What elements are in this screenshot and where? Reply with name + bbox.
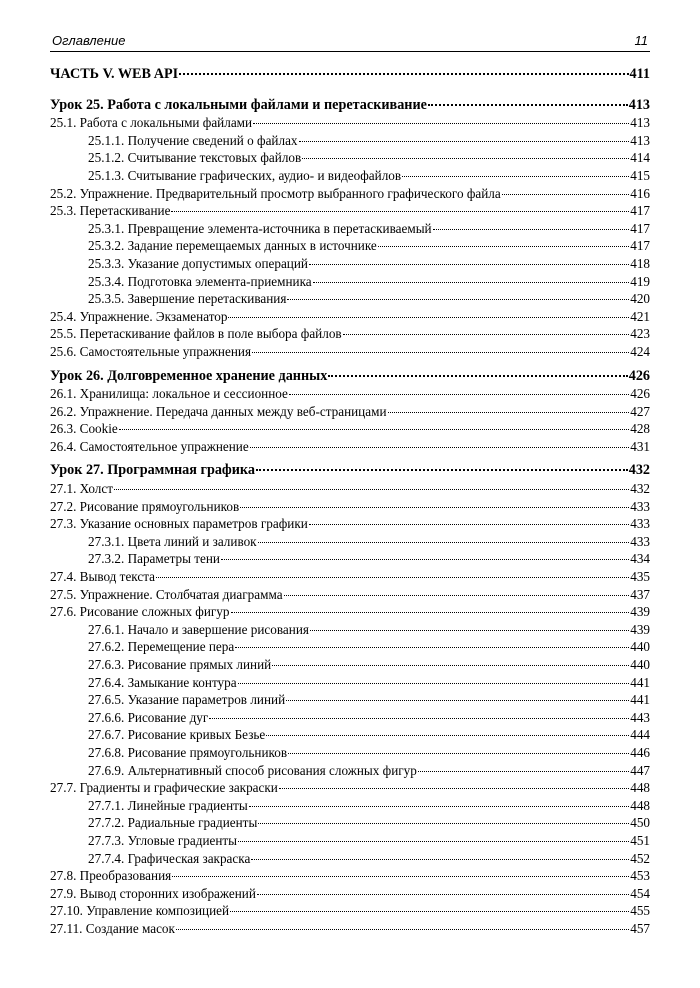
toc-leader-dots: [172, 876, 629, 877]
toc-entry-title: 27.6.6. Рисование дуг: [88, 709, 209, 725]
toc-subsection-entry: [50, 762, 650, 780]
toc-entry-page: 417: [630, 220, 650, 236]
toc-entry-title: 27.6.1. Начало и завершение рисования: [88, 621, 309, 637]
toc-entry-title: 27.1. Холст: [50, 481, 113, 497]
toc-entry-title: 26.3. Cookie: [50, 421, 118, 437]
toc-entry-page: 424: [630, 343, 650, 359]
toc-section-entry: [50, 867, 650, 885]
toc-entry-page: 453: [630, 868, 650, 884]
toc-entry-page: 411: [629, 66, 650, 82]
toc-entry-title: 25.3.2. Задание перемещаемых данных в источнике: [88, 238, 377, 254]
toc-entry-title: 27.6.9. Альтернативный способ рисования сложных фигур: [88, 762, 417, 778]
toc-entry-page: 437: [630, 586, 650, 602]
toc-entry-title: 25.1.3. Считывание графических, аудио- и видеофайлов: [88, 167, 402, 183]
toc-subsection-entry: [50, 550, 650, 568]
toc-subsection-entry: [50, 674, 650, 692]
toc-leader-dots: [418, 771, 629, 772]
toc-leader-dots: [328, 375, 627, 377]
toc-entry-page: 418: [630, 255, 650, 271]
toc-entry-title: Урок 26. Долговременное хранение данных: [50, 367, 328, 384]
toc-leader-dots: [230, 911, 629, 912]
toc-leader-dots: [266, 735, 629, 736]
toc-entry-title: 27.7.3. Угловые градиенты: [88, 832, 238, 848]
toc-section-entry: [50, 498, 650, 516]
toc-leader-dots: [238, 841, 629, 842]
toc-entry-title: 25.5. Перетаскивание файлов в поле выбора файлов: [50, 326, 342, 342]
toc-leader-dots: [288, 753, 629, 754]
toc-entry-page: 426: [630, 386, 650, 402]
toc-entry-page: 439: [630, 604, 650, 620]
toc-leader-dots: [156, 577, 629, 578]
toc-leader-dots: [287, 299, 629, 300]
toc-entry-title: 25.2. Упражнение. Предварительный просмотр выбранного графического файла: [50, 185, 501, 201]
toc-entry-title: Урок 27. Программная графика: [50, 462, 255, 479]
toc-entry-title: 25.3.3. Указание допустимых операций: [88, 255, 308, 271]
toc-subsection-entry: [50, 220, 650, 238]
toc-entry-page: 417: [630, 238, 650, 254]
toc-leader-dots: [257, 894, 629, 895]
toc-section-entry: [50, 480, 650, 498]
toc-entry-title: 25.6. Самостоятельные упражнения: [50, 343, 252, 359]
toc-entry-page: 441: [630, 692, 650, 708]
toc-entry-title: 27.9. Вывод сторонних изображений: [50, 885, 256, 901]
toc-leader-dots: [258, 542, 630, 543]
toc-subsection-entry: [50, 237, 650, 255]
toc-entry-title: 27.8. Преобразования: [50, 868, 172, 884]
toc-subsection-entry: [50, 709, 650, 727]
table-of-contents: [50, 66, 650, 938]
toc-entry-title: 27.3. Указание основных параметров графики: [50, 516, 308, 532]
toc-entry-title: 25.3.1. Превращение элемента-источника в перетаскиваемый: [88, 220, 432, 236]
toc-leader-dots: [428, 104, 628, 106]
toc-chapter-entry: [50, 368, 650, 386]
toc-subsection-entry: [50, 814, 650, 832]
toc-leader-dots: [302, 158, 629, 159]
toc-entry-title: 27.6.3. Рисование прямых линий: [88, 657, 272, 672]
toc-entry-title: 25.1.1. Получение сведений о файлах: [88, 132, 298, 148]
toc-entry-page: 428: [630, 421, 650, 437]
toc-entry-page: 447: [630, 762, 650, 778]
toc-leader-dots: [119, 429, 629, 430]
toc-section-entry: [50, 343, 650, 361]
toc-section-entry: [50, 325, 650, 343]
toc-leader-dots: [309, 524, 629, 525]
toc-entry-page: 440: [630, 639, 650, 655]
toc-subsection-entry: [50, 621, 650, 639]
toc-entry-page: 427: [630, 403, 650, 419]
toc-leader-dots: [286, 700, 629, 701]
toc-entry-page: 433: [630, 498, 650, 514]
toc-subsection-entry: [50, 726, 650, 744]
toc-entry-page: 416: [630, 185, 650, 201]
toc-section-entry: [50, 403, 650, 421]
toc-leader-dots: [272, 665, 629, 666]
toc-subsection-entry: [50, 167, 650, 185]
toc-section-entry: [50, 185, 650, 203]
toc-entry-page: 434: [630, 551, 650, 567]
toc-subsection-entry: [50, 132, 650, 150]
toc-section-entry: [50, 586, 650, 604]
toc-entry-title: 25.1. Работа с локальными файлами: [50, 115, 253, 131]
toc-chapter-entry: [50, 97, 650, 115]
toc-entry-title: 25.3.4. Подготовка элемента-приемника: [88, 273, 312, 289]
toc-entry-title: 25.3.5. Завершение перетаскивания: [88, 291, 287, 307]
toc-entry-page: 448: [630, 780, 650, 796]
toc-leader-dots: [253, 123, 629, 124]
toc-subsection-entry: [50, 656, 650, 674]
toc-entry-page: 452: [630, 850, 650, 866]
toc-section-entry: [50, 202, 650, 220]
toc-entry-page: 433: [630, 533, 650, 549]
toc-subsection-entry: [50, 273, 650, 291]
toc-entry-title: 27.7. Градиенты и графические закраски: [50, 780, 278, 796]
toc-section-entry: [50, 515, 650, 533]
toc-entry-page: 432: [628, 462, 650, 479]
toc-entry-page: 446: [630, 744, 650, 760]
toc-leader-dots: [176, 929, 629, 930]
toc-entry-page: 423: [630, 326, 650, 342]
toc-entry-title: 27.6.7. Рисование кривых Безье: [88, 727, 266, 743]
toc-leader-dots: [284, 595, 630, 596]
toc-entry-page: 431: [630, 438, 650, 454]
toc-section-entry: [50, 385, 650, 403]
toc-entry-page: 455: [630, 903, 650, 919]
toc-entry-title: 27.7.2. Радиальные градиенты: [88, 815, 258, 831]
toc-leader-dots: [388, 412, 630, 413]
toc-leader-dots: [402, 176, 629, 177]
toc-leader-dots: [502, 194, 629, 195]
toc-entry-title: 27.6. Рисование сложных фигур: [50, 604, 230, 620]
running-header: [50, 33, 650, 52]
toc-entry-title: 27.6.5. Указание параметров линий: [88, 692, 286, 708]
toc-subsection-entry: [50, 255, 650, 273]
toc-entry-title: 27.10. Управление композицией: [50, 903, 230, 919]
toc-leader-dots: [235, 647, 629, 648]
toc-leader-dots: [114, 489, 629, 490]
toc-leader-dots: [299, 141, 630, 142]
toc-leader-dots: [378, 246, 629, 247]
toc-subsection-entry: [50, 744, 650, 762]
toc-entry-page: 435: [630, 569, 650, 585]
toc-entry-page: 450: [630, 815, 650, 831]
toc-subsection-entry: [50, 290, 650, 308]
toc-section-entry: [50, 603, 650, 621]
toc-entry-title: Урок 25. Работа с локальными файлами и перетаскивание: [50, 96, 427, 113]
toc-leader-dots: [249, 806, 629, 807]
toc-entry-title: ЧАСТЬ V. WEB API: [50, 66, 179, 82]
toc-section-entry: [50, 308, 650, 326]
toc-entry-page: 444: [630, 727, 650, 743]
toc-entry-title: 27.6.4. Замыкание контура: [88, 674, 237, 690]
toc-leader-dots: [256, 469, 628, 471]
toc-leader-dots: [310, 630, 629, 631]
toc-entry-page: 433: [630, 516, 650, 532]
toc-leader-dots: [221, 559, 629, 560]
toc-leader-dots: [279, 788, 629, 789]
toc-entry-page: 457: [630, 920, 650, 936]
toc-entry-page: 413: [630, 115, 650, 131]
toc-subsection-entry: [50, 797, 650, 815]
toc-entry-page: 448: [630, 797, 650, 813]
toc-leader-dots: [289, 394, 629, 395]
toc-leader-dots: [209, 718, 629, 719]
toc-entry-page: 426: [628, 367, 650, 384]
toc-entry-page: 451: [630, 832, 650, 848]
toc-leader-dots: [238, 683, 630, 684]
header-page-number: 11: [634, 33, 648, 48]
toc-section-entry: [50, 438, 650, 456]
toc-entry-page: 417: [630, 203, 650, 219]
toc-entry-title: 27.3.1. Цвета линий и заливок: [88, 533, 257, 549]
toc-leader-dots: [313, 282, 630, 283]
toc-entry-page: 413: [628, 96, 650, 113]
toc-entry-title: 27.3.2. Параметры тени: [88, 551, 220, 567]
toc-entry-title: 27.5. Упражнение. Столбчатая диаграмма: [50, 586, 283, 602]
toc-entry-title: 26.2. Упражнение. Передача данных между веб-страницами: [50, 403, 387, 419]
toc-entry-title: 27.7.4. Графическая закраска: [88, 850, 251, 866]
toc-leader-dots: [251, 859, 629, 860]
toc-part-entry: [50, 66, 650, 84]
toc-leader-dots: [228, 317, 629, 318]
toc-entry-title: 26.4. Самостоятельное упражнение: [50, 438, 249, 454]
toc-entry-page: 454: [630, 885, 650, 901]
toc-leader-dots: [343, 334, 630, 335]
toc-entry-page: 432: [630, 481, 650, 497]
toc-subsection-entry: [50, 850, 650, 868]
toc-leader-dots: [258, 823, 629, 824]
toc-section-entry: [50, 114, 650, 132]
toc-subsection-entry: [50, 832, 650, 850]
toc-entry-title: 27.7.1. Линейные градиенты: [88, 797, 248, 813]
toc-section-entry: [50, 779, 650, 797]
toc-entry-title: 25.4. Упражнение. Экзаменатор: [50, 308, 228, 324]
toc-section-entry: [50, 885, 650, 903]
toc-subsection-entry: [50, 533, 650, 551]
toc-leader-dots: [250, 447, 630, 448]
toc-entry-page: 439: [630, 621, 650, 637]
toc-entry-page: 419: [630, 273, 650, 289]
toc-section-entry: [50, 920, 650, 938]
toc-entry-page: 420: [630, 291, 650, 307]
toc-entry-title: 27.11. Создание масок: [50, 920, 175, 936]
toc-section-entry: [50, 568, 650, 586]
header-section-title: Оглавление: [52, 33, 126, 48]
toc-entry-page: 415: [630, 167, 650, 183]
toc-entry-title: 25.3. Перетаскивание: [50, 203, 171, 219]
toc-leader-dots: [309, 264, 629, 265]
toc-entry-page: 421: [630, 308, 650, 324]
toc-leader-dots: [252, 352, 629, 353]
toc-entry-page: 441: [630, 674, 650, 690]
toc-entry-page: 414: [630, 150, 650, 166]
toc-leader-dots: [179, 73, 628, 75]
toc-subsection-entry: [50, 638, 650, 656]
toc-entry-page: 413: [630, 132, 650, 148]
toc-section-entry: [50, 902, 650, 920]
toc-subsection-entry: [50, 691, 650, 709]
toc-leader-dots: [433, 229, 630, 230]
toc-chapter-entry: [50, 462, 650, 480]
toc-entry-title: 26.1. Хранилища: локальное и сессионное: [50, 386, 288, 402]
toc-entry-title: 27.2. Рисование прямоугольников: [50, 498, 240, 514]
toc-entry-title: 25.1.2. Считывание текстовых файлов: [88, 150, 302, 166]
toc-entry-title: 27.6.8. Рисование прямоугольников: [88, 744, 288, 760]
toc-entry-page: 443: [630, 709, 650, 725]
toc-leader-dots: [231, 612, 630, 613]
toc-subsection-entry: [50, 149, 650, 167]
toc-leader-dots: [171, 211, 629, 212]
toc-section-entry: [50, 420, 650, 438]
toc-entry-page: 440: [630, 657, 650, 672]
toc-entry-title: 27.4. Вывод текста: [50, 569, 156, 585]
toc-leader-dots: [240, 507, 629, 508]
toc-entry-title: 27.6.2. Перемещение пера: [88, 639, 235, 655]
